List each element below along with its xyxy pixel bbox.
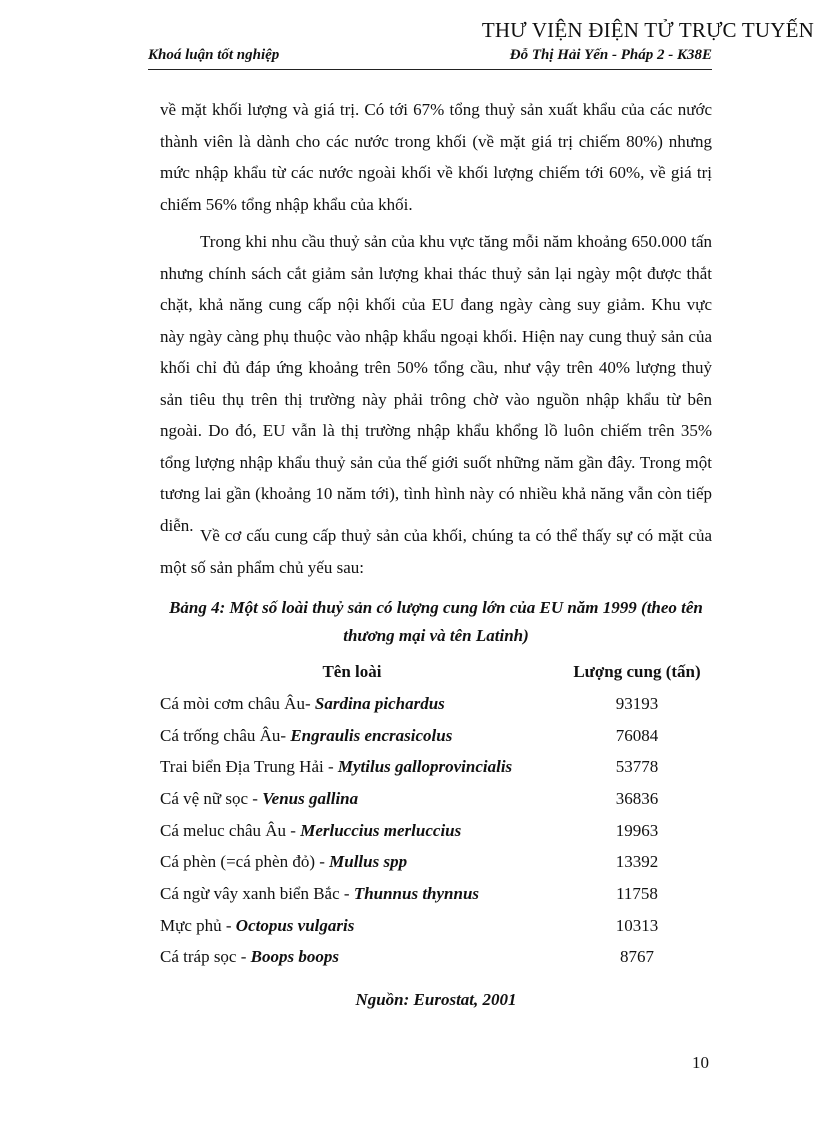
species-name-cell <box>152 783 552 815</box>
supply-quantity-cell: 8767 <box>620 947 654 967</box>
species-common-name: Cá phèn (=cá phèn đỏ) - <box>160 852 330 872</box>
table-row <box>152 783 722 815</box>
species-common-name: Cá trống châu Âu- <box>160 725 291 745</box>
table-header-row <box>152 656 722 688</box>
supply-quantity-cell: 10313 <box>615 915 659 935</box>
table-row <box>152 878 722 910</box>
table-row <box>152 720 722 752</box>
page-header <box>148 47 712 70</box>
supply-quantity-cell: 13392 <box>615 852 659 872</box>
table-body <box>152 688 722 973</box>
table-source: Nguồn: Eurostat, 2001 <box>355 990 517 1009</box>
species-name-cell <box>152 751 552 783</box>
species-latin-name: Engraulis encrasicolus <box>290 725 453 745</box>
species-latin-name: Mytilus galloprovincialis <box>337 757 513 777</box>
species-name-cell <box>152 942 552 974</box>
species-name-cell <box>152 688 552 720</box>
header-author: Đỗ Thị Hải Yến - Pháp 2 - K38E <box>509 47 712 63</box>
table-row <box>152 846 722 878</box>
species-table <box>152 656 722 973</box>
supply-quantity-cell: 11758 <box>616 883 658 903</box>
header-left-title: Khoá luận tốt nghiệp <box>148 47 280 63</box>
table-row <box>152 942 722 974</box>
species-common-name: Cá meluc châu Âu - <box>160 820 301 840</box>
supply-quantity-cell: 93193 <box>615 693 659 713</box>
column-header-species: Tên loài <box>322 662 382 681</box>
supply-quantity-cell: 53778 <box>615 757 659 777</box>
species-name-cell <box>152 846 552 878</box>
species-latin-name: Sardina pichardus <box>314 693 445 713</box>
species-latin-name: Mullus spp <box>329 852 408 872</box>
table-row <box>152 751 722 783</box>
species-common-name: Cá vệ nữ sọc - <box>160 788 263 808</box>
table-row <box>152 910 722 942</box>
species-common-name: Cá mòi cơm châu Âu- <box>160 693 315 713</box>
supply-quantity-cell: 19963 <box>615 820 659 840</box>
species-common-name: Trai biển Địa Trung Hải - <box>160 757 338 777</box>
supply-quantity-cell: 36836 <box>615 788 659 808</box>
species-name-cell <box>152 910 552 942</box>
paragraph-3: Về cơ cấu cung cấp thuỷ sản của khối, chúng ta có thể thấy sự có mặt của một số sản phẩm chủ yếu sau: <box>160 526 712 577</box>
table-caption <box>160 594 712 650</box>
species-latin-name: Thunnus thynnus <box>353 883 480 903</box>
species-latin-name: Octopus vulgaris <box>235 915 355 935</box>
paragraph-2: Trong khi nhu cầu thuỷ sản của khu vực tăng mỗi năm khoảng 650.000 tấn nhưng chính sách cắt giảm sản lượng khai thác thuỷ sản lại ngày một được thắt chặt, khả năng cung cấp nội khối của EU đang ngày càng suy giảm. Khu vực này ngày càng phụ thuộc vào nhập khẩu ngoại khối. Hiện nay cung thuỷ sản của khối chỉ đủ đáp ứng khoảng trên 50% tổng cầu, như vậy trên 40% lượng thuỷ sản tiêu thụ trên thị trường này phải trông chờ vào nguồn nhập khẩu từ bên ngoài. Do đó, EU vẫn là thị trường nhập khẩu khổng lồ luôn chiếm trên 35% tổng lượng nhập khẩu thuỷ sản của thế giới suốt những năm gần đây. Trong một tương lai gần (khoảng 10 năm tới), tình hình này có nhiều khả năng vẫn còn tiếp diễn. <box>160 232 712 535</box>
watermark: THƯ VIỆN ĐIỆN TỬ TRỰC TUYẾN <box>481 18 814 42</box>
species-common-name: Cá ngừ vây xanh biển Bắc - <box>160 883 354 903</box>
page-number: 10 <box>692 1053 709 1072</box>
species-name-cell <box>152 720 552 752</box>
species-name-cell <box>152 815 552 847</box>
paragraph-1: về mặt khối lượng và giá trị. Có tới 67% tổng thuỷ sản xuất khẩu của các nước thành viên là dành cho các nước trong khối (về mặt giá trị chiếm 80%) nhưng mức nhập khẩu từ các nước ngoài khối về khối lượng chiếm tới 60%, về giá trị chiếm 56% tổng nhập khẩu của khối. <box>160 100 712 214</box>
species-latin-name: Merluccius merluccius <box>300 820 462 840</box>
table-caption-line-2: thương mại và tên Latinh) <box>343 626 529 645</box>
species-name-cell <box>152 878 552 910</box>
species-common-name: Mực phủ - <box>160 915 236 935</box>
species-common-name: Cá tráp sọc - <box>160 947 251 967</box>
table-row <box>152 815 722 847</box>
table-caption-line-1: Bảng 4: Một số loài thuỷ sản có lượng cung lớn của EU năm 1999 (theo tên <box>169 598 703 617</box>
supply-quantity-cell: 76084 <box>615 725 659 745</box>
column-header-quantity: Lượng cung (tấn) <box>573 662 701 681</box>
species-latin-name: Boops boops <box>250 947 339 967</box>
species-latin-name: Venus gallina <box>262 788 359 808</box>
table-row <box>152 688 722 720</box>
